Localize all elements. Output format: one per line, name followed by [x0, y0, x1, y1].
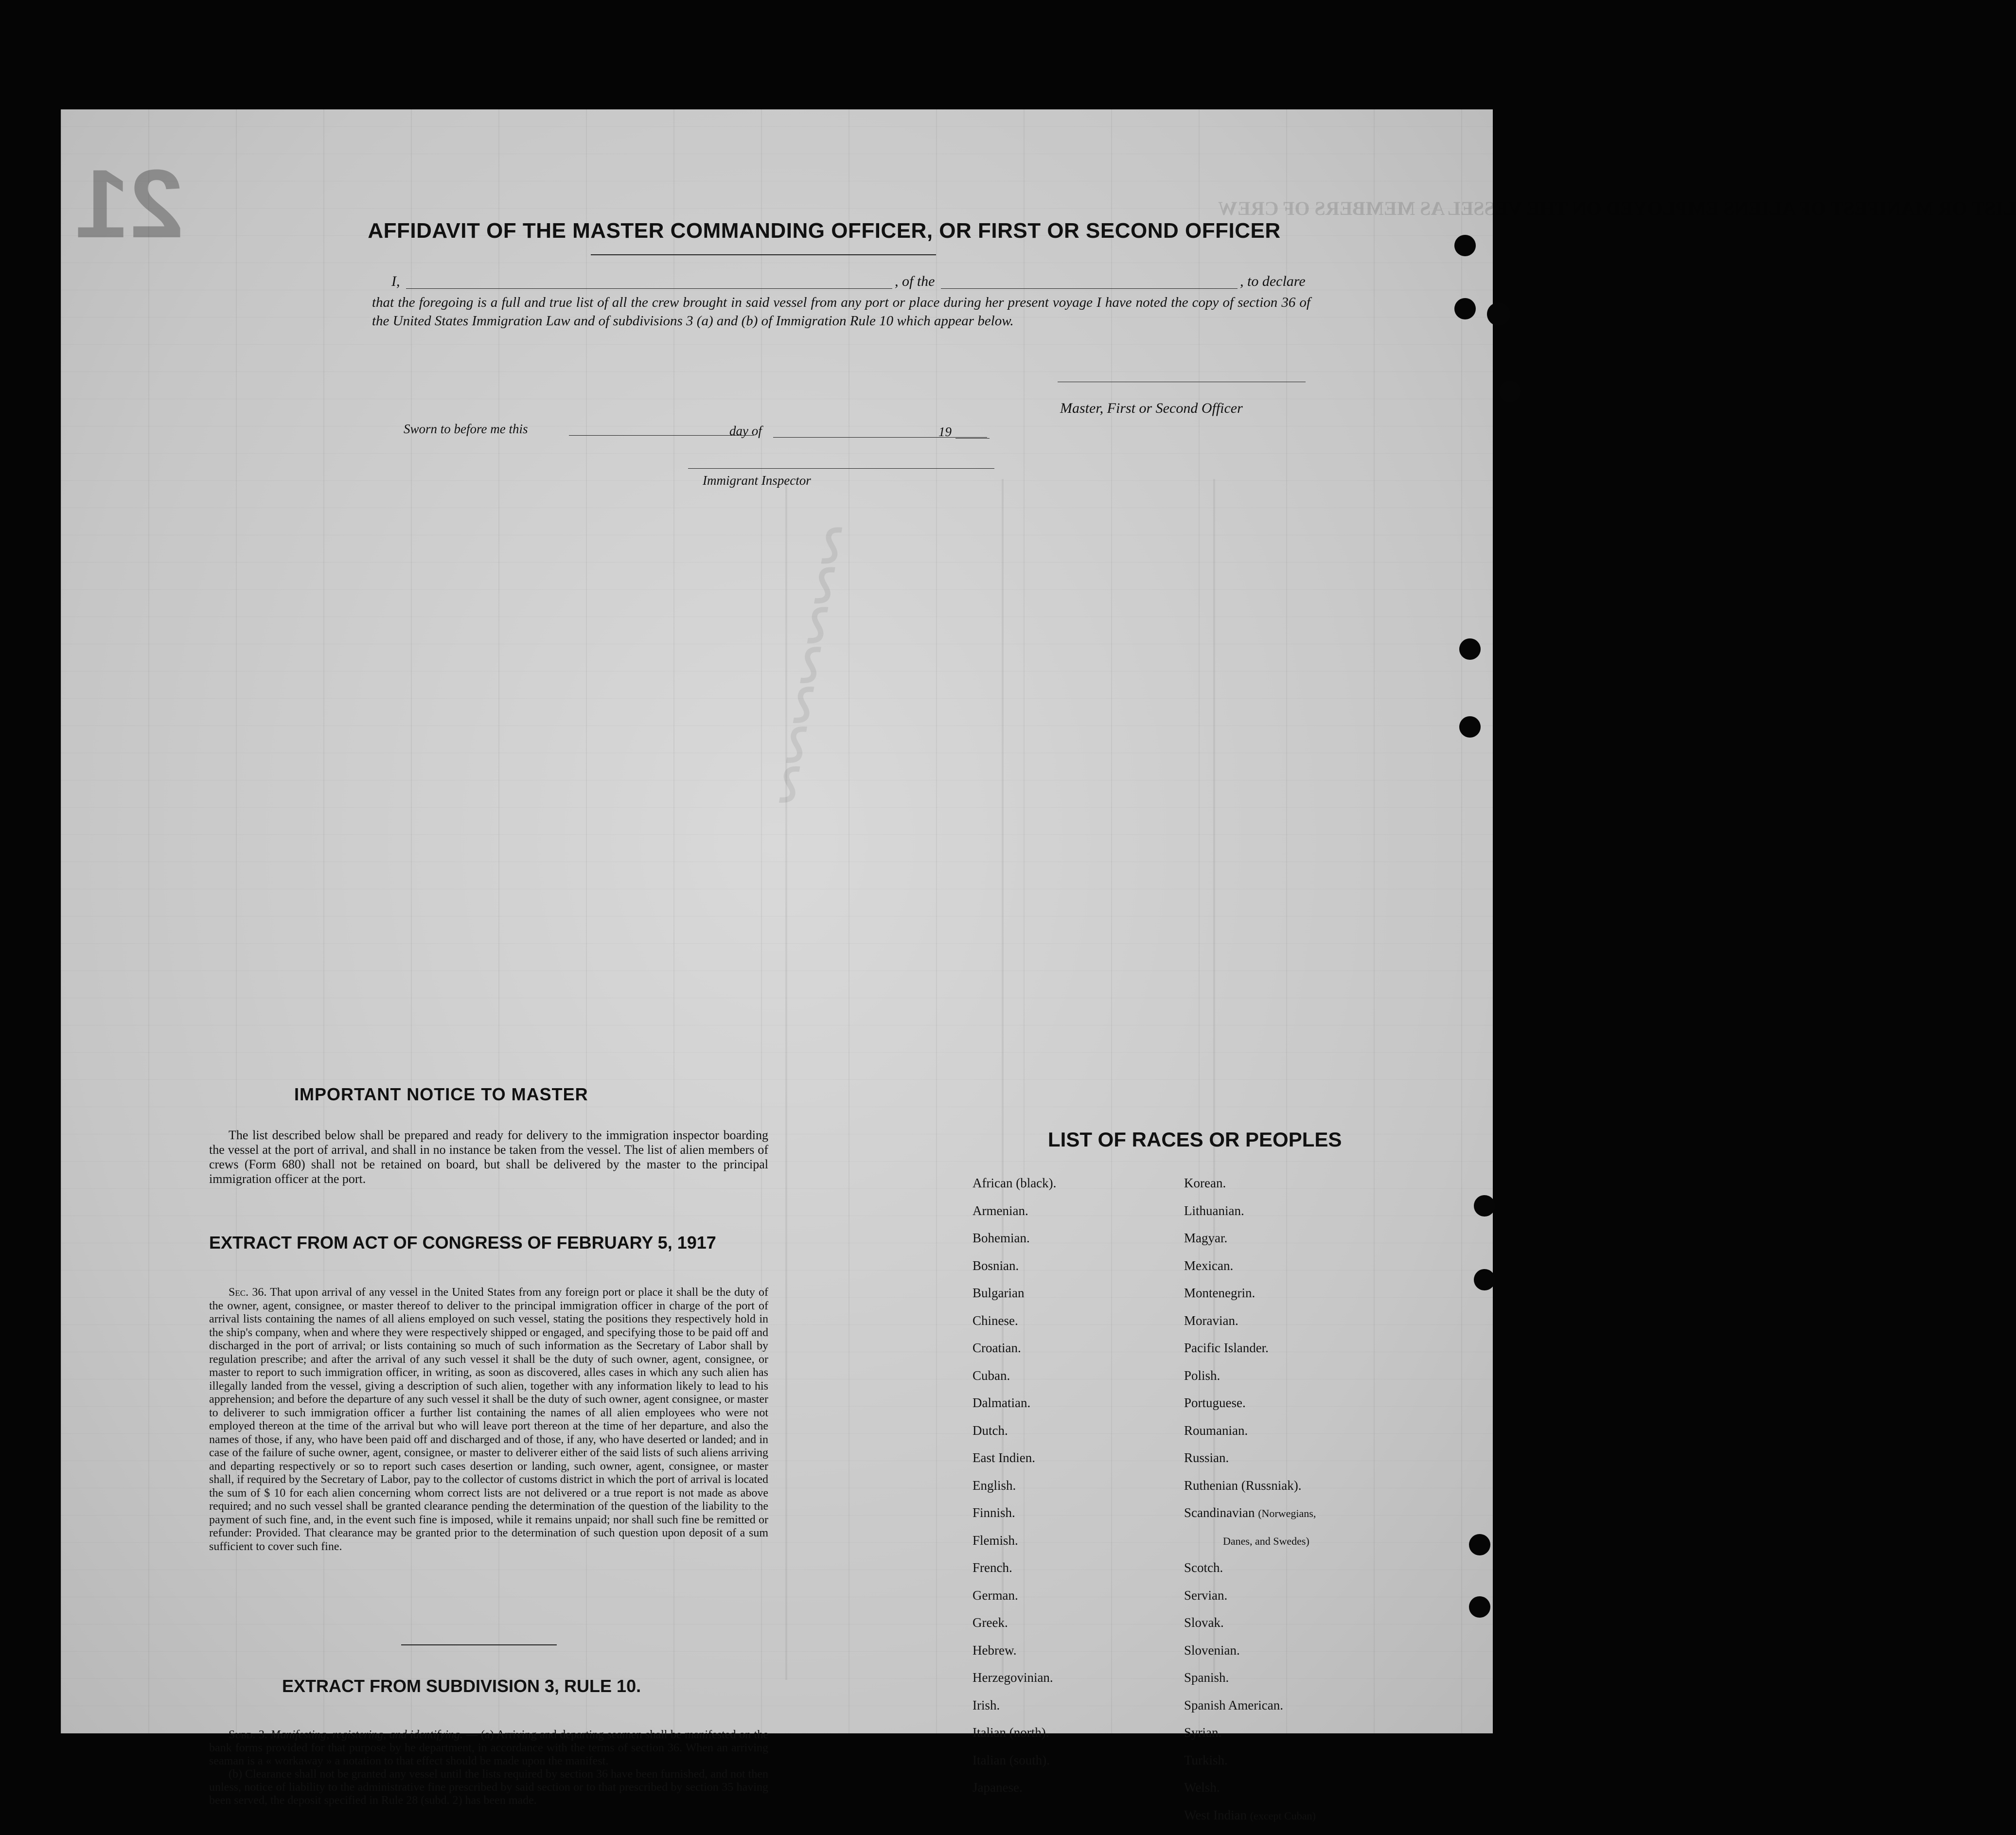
- race-item-scandinavian: [1184, 1505, 1316, 1533]
- act-extract-divider: [401, 1644, 557, 1645]
- punch-hole: [1459, 716, 1481, 738]
- race-item: Lithuanian.: [1184, 1203, 1316, 1231]
- race-item: Roumanian.: [1184, 1423, 1316, 1451]
- race-item: African (black).: [973, 1176, 1056, 1203]
- race-item: Ruthenian (Russniak).: [1184, 1478, 1316, 1506]
- affiant-name-line[interactable]: [406, 288, 892, 289]
- sworn-year-line[interactable]: [955, 438, 990, 439]
- rule-extract-body: [209, 1729, 768, 1807]
- race-item: Chinese.: [973, 1313, 1056, 1341]
- race-item: Italian (north).: [973, 1725, 1056, 1753]
- race-item: Scotch.: [1184, 1560, 1316, 1588]
- race-item-scandinavian-note: [1184, 1533, 1316, 1561]
- race-item: Scandinavian: [1184, 1505, 1255, 1520]
- declare-label: , to declare: [1240, 273, 1306, 290]
- races-left-column: [973, 1176, 1056, 1808]
- race-item: Irish.: [973, 1698, 1056, 1726]
- certification-text: that the foregoing is a full and true list of all the crew brought in said vessel from any port or place during her present voyage I have noted the copy of section 36 of the United States Immigration Law and of subdivisions 3 (a) and (b) of Immigration Rule 10 which appear below.: [372, 293, 1310, 330]
- inspector-line[interactable]: [688, 468, 994, 469]
- document-page: [61, 109, 1493, 1733]
- notice-text: The list described below shall be prepared and ready for delivery to the immigration inspector boarding the vessel at the port of arrival, and shall in no instance be taken from the vessel. The list of alien members of crews (Form 680) shall not be retained on board, but shall be delivered by the master to the principal immigration officer at the port.: [209, 1128, 768, 1186]
- race-item: Dalmatian.: [973, 1395, 1056, 1423]
- race-item: English.: [973, 1478, 1056, 1506]
- rule-extract-title: EXTRACT FROM SUBDIVISION 3, RULE 10.: [282, 1676, 641, 1696]
- race-item-note: (Norwegians,: [1258, 1507, 1316, 1519]
- bleed-through-header: LIST OR MANIFEST OF ALIENS EMPLOYED ON THE VESSEL AS MEMBERS OF CREW: [1218, 197, 2016, 220]
- bleed-through-page-number: 21: [75, 148, 183, 260]
- subd-heading: Manifesting, registering, and identifying.: [270, 1729, 462, 1741]
- punch-hole: [1459, 638, 1481, 660]
- bleed-through-column-rule: [785, 479, 787, 1680]
- vessel-label: , of the: [895, 273, 935, 290]
- act-extract-body: [209, 1286, 768, 1553]
- sworn-day-line[interactable]: [569, 435, 754, 436]
- race-item: Magyar.: [1184, 1231, 1316, 1258]
- subd-b-text: (b) Clearance shall not be granted any vessel until the lists required by section 36 have been furnished, and not then unless, notice of liability to the administrative fine prescribed by said section or to that prescribed by section 35 having been served, the deposit specified in Rule 28 (subd. 2) has been made.: [209, 1768, 768, 1807]
- race-item: Cuban.: [973, 1368, 1056, 1396]
- race-item: Turkish.: [1184, 1753, 1316, 1781]
- race-item: Korean.: [1184, 1176, 1316, 1203]
- punch-hole: [1474, 1269, 1495, 1290]
- punch-hole: [1469, 1596, 1490, 1618]
- race-item: Bohemian.: [973, 1231, 1056, 1258]
- race-item: Welsh.: [1184, 1780, 1316, 1808]
- sworn-month-line[interactable]: [773, 437, 987, 438]
- subd-label: Subd. 3.: [229, 1729, 267, 1741]
- sworn-label: Sworn to before me this: [404, 422, 528, 437]
- race-item: Japanese.: [973, 1780, 1056, 1808]
- race-item: Bulgarian: [973, 1286, 1056, 1313]
- act-extract-title: EXTRACT FROM ACT OF CONGRESS OF FEBRUARY 5, 1917: [209, 1233, 716, 1253]
- affidavit-title: AFFIDAVIT OF THE MASTER COMMANDING OFFICER, OR FIRST OR SECOND OFFICER: [299, 219, 1349, 243]
- section-label: Sec. 36.: [229, 1286, 266, 1299]
- year-label: 19: [938, 424, 952, 440]
- race-item: Bosnian.: [973, 1258, 1056, 1286]
- race-item-note: (except Cuban): [1250, 1810, 1316, 1822]
- signature-label: Master, First or Second Officer: [1060, 400, 1243, 417]
- race-item: Spanish.: [1184, 1670, 1316, 1698]
- race-item: Flemish.: [973, 1533, 1056, 1561]
- day-of-label: day of: [729, 423, 762, 439]
- race-item: French.: [973, 1560, 1056, 1588]
- rule-extract-subd-a: [209, 1729, 768, 1768]
- vessel-name-line[interactable]: [941, 288, 1238, 289]
- race-item: Syrian.: [1184, 1725, 1316, 1753]
- affiant-label: I,: [391, 273, 400, 290]
- punch-hole: [1454, 298, 1476, 319]
- race-item: Herzegovinian.: [973, 1670, 1056, 1698]
- race-item-west-indian: [1184, 1808, 1316, 1835]
- act-extract-text: That upon arrival of any vessel in the United States from any foreign port or place it shall be the duty of the owner, agent, consignee, or master thereof to deliver to the principal immigration officer in charge of the port of arrival lists containing the names of all aliens employed on such vessel, stating the positions they respectively hold in the ship's company, when and where they were respectively shipped or engaged, and specifying those to be paid off and discharged in the port of arrival; or lists containing so much of such information as the Secretary of Labor shall by regulation prescribe; and after the arrival of any such vessel it shall be the duty of such owner, agent, consignee, or master to report to such immigration officer, in writing, as soon as discovered, alles cases in which any such alien has illegally landed from the vessel, giving a description of such alien, together with any information likely to lead to his apprehension; and before the departure of any such vessel it shall be the duty of such owner, agent consignee, or master to deliverer to such immigration officer a further list containing the names of all alien employees who were not employed thereon at the time of the arrival but who will leave port thereon at the time of her departure, and also the names of those, if any, who have been paid off and discharged and of those, if any, who have deserted or landed; and in case of the failure of suche owner, agent, consignee, or master to deliverer either of the said lists of such aliens arriving and departing respectively or so to report such cases desertion or landing, such owner, agent, consignee, or master shall, if required by the Secretary of Labor, pay to the collector of customs district in which the port of arrival is located the sum of $ 10 for each alien concerning whom correct lists are not delivered or a true report is not made as above required; and no such vessel shall be granted clearance pending the determination of the question of the liability to the payment of such fine, and, in the event such fine is imposed, while it remains unpaid; nor shall such fine be remitted or refunder: Provided. That clearance may be granted prior to the determination of such question upon deposit of a sum sufficient to cover such fine.: [209, 1286, 768, 1553]
- punch-hole: [1469, 1534, 1490, 1555]
- race-item: Greek.: [973, 1615, 1056, 1643]
- race-item: Russian.: [1184, 1450, 1316, 1478]
- inspector-label: Immigrant Inspector: [703, 473, 811, 488]
- race-item: Hebrew.: [973, 1643, 1056, 1671]
- race-item: Dutch.: [973, 1423, 1056, 1451]
- race-item: Armenian.: [973, 1203, 1056, 1231]
- punch-hole: [1474, 1195, 1495, 1217]
- punch-hole: [1487, 302, 1510, 326]
- race-item: Croatian.: [973, 1341, 1056, 1368]
- race-item: West Indian: [1184, 1808, 1247, 1822]
- race-item: Polish.: [1184, 1368, 1316, 1396]
- punch-hole: [1499, 381, 1521, 402]
- race-item: German.: [973, 1588, 1056, 1616]
- race-item-note: Danes, and Swedes): [1223, 1535, 1309, 1547]
- subd-a-text: — (a) Arriving and departing seamen shall be manifested on the bank forms provided for that purpose by he department, in accordance with the terms of section 36. When an arriving seaman is a « workaway » a notation to that effect should be made upon the manifest.: [209, 1729, 768, 1767]
- race-item: Pacific Islander.: [1184, 1341, 1316, 1368]
- title-underline: [591, 254, 936, 255]
- race-item: Moravian.: [1184, 1313, 1316, 1341]
- bleed-through-stamp: ~~~~~~~: [742, 518, 879, 812]
- race-item: Mexican.: [1184, 1258, 1316, 1286]
- race-item: Spanish American.: [1184, 1698, 1316, 1726]
- race-item: Portuguese.: [1184, 1395, 1316, 1423]
- punch-hole: [1454, 235, 1476, 256]
- race-item: Finnish.: [973, 1505, 1056, 1533]
- race-item: Montenegrin.: [1184, 1286, 1316, 1313]
- race-item: Servian.: [1184, 1588, 1316, 1616]
- race-item: Slovenian.: [1184, 1643, 1316, 1671]
- races-title: LIST OF RACES OR PEOPLES: [1048, 1128, 1342, 1151]
- races-right-column: [1184, 1176, 1316, 1835]
- race-item: Slovak.: [1184, 1615, 1316, 1643]
- race-item: Italian (south).: [973, 1753, 1056, 1781]
- notice-title: IMPORTANT NOTICE TO MASTER: [294, 1084, 588, 1105]
- race-item: East Indien.: [973, 1450, 1056, 1478]
